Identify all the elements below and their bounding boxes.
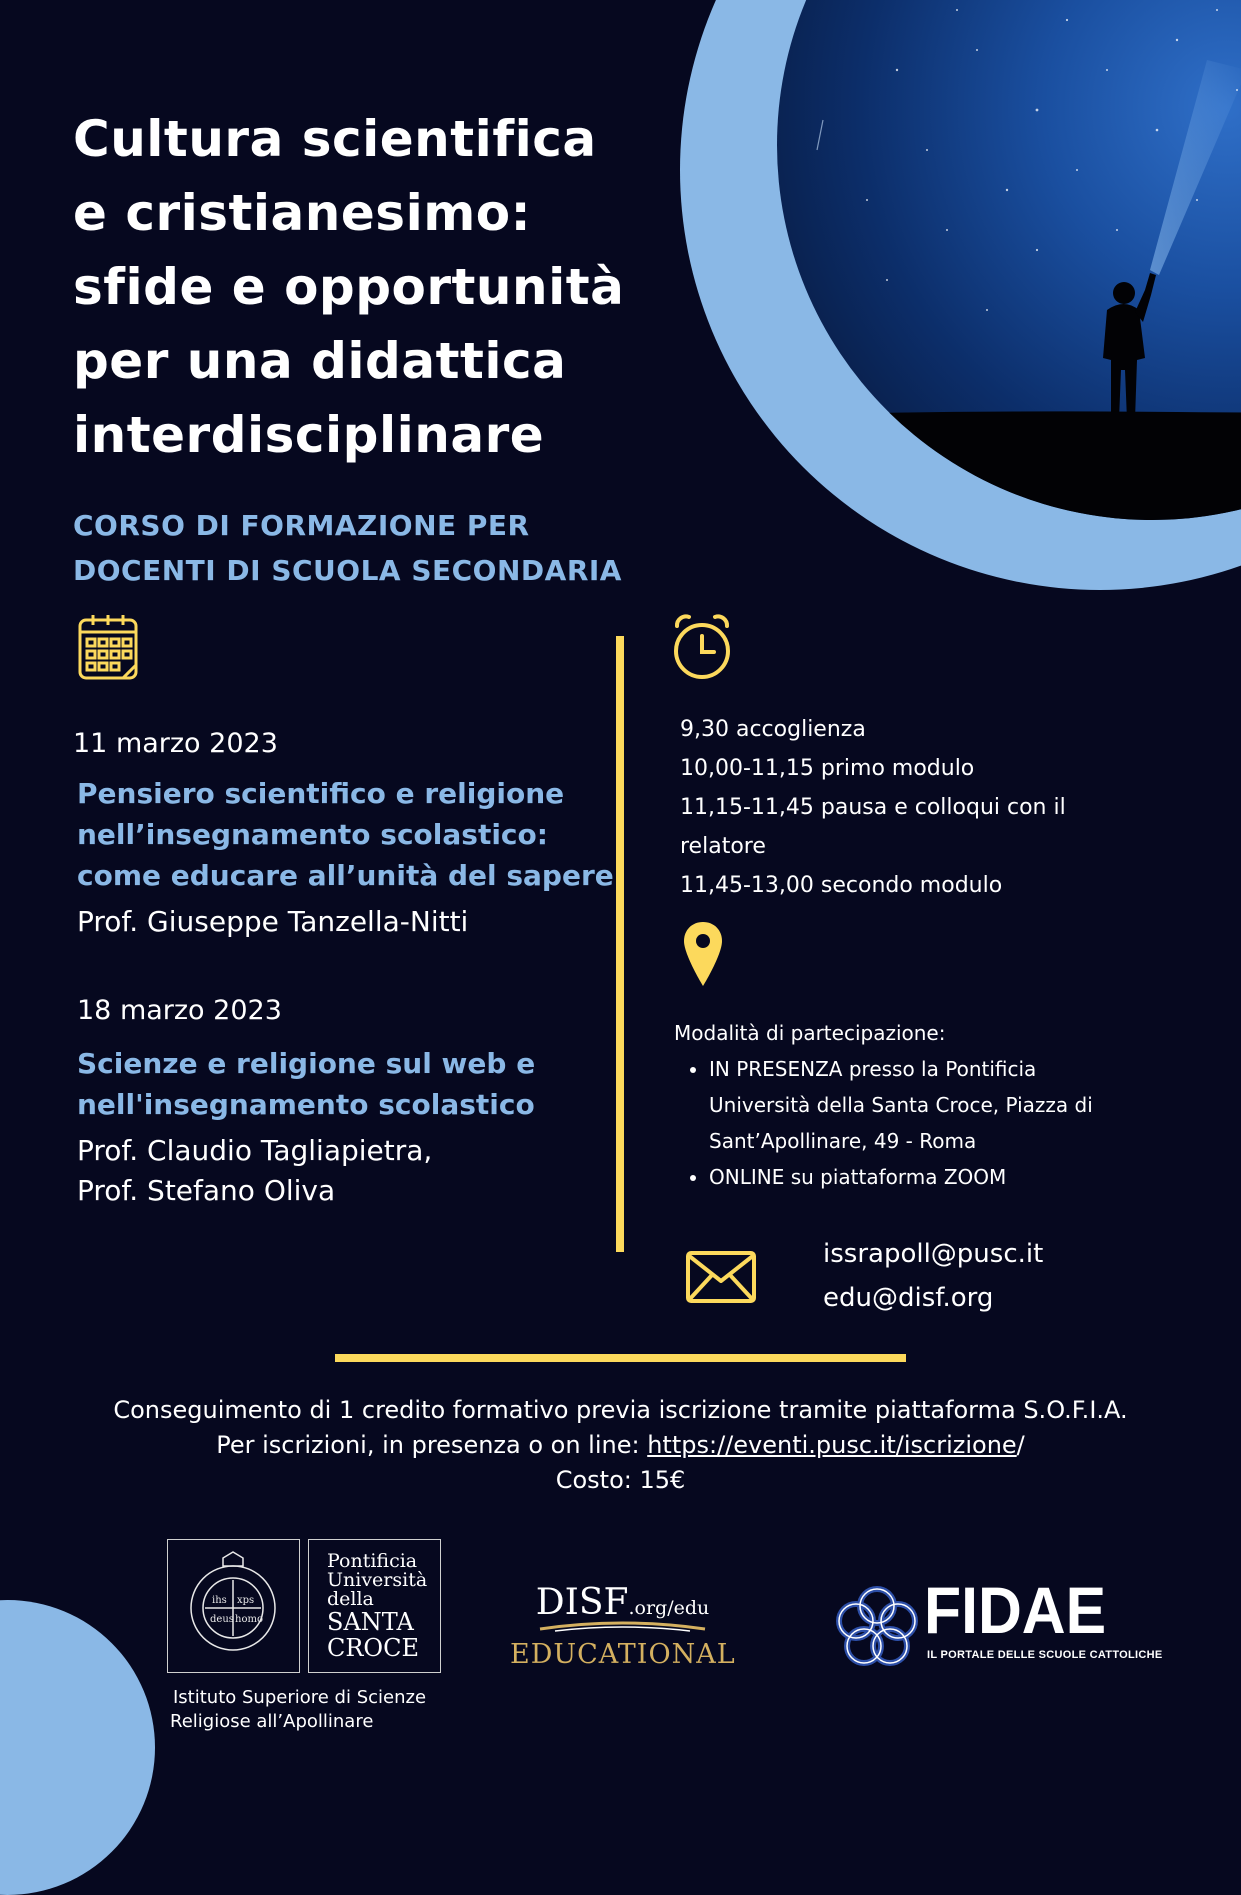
issr-caption [170,1686,426,1734]
pusc-name-line: CROCE [327,1634,419,1662]
schedule-item: 9,30 accoglienza [680,717,866,742]
session-speaker: Prof. Giuseppe Tanzella-Nitti [77,905,469,938]
decorative-corner-circle [0,1600,155,1895]
schedule-item: relatore [680,834,766,859]
session-title-line: nell’insegnamento scolastico: [77,818,548,851]
title-line: sfide e opportunità [73,258,625,316]
session-1-details [77,773,637,942]
pusc-name-line: della [327,1588,374,1610]
subtitle-line: CORSO DI FORMAZIONE PER [73,509,530,542]
disf-logo-suffix: .org/edu [628,1597,710,1619]
session-title [77,773,637,896]
email-link[interactable]: edu@disf.org [823,1283,994,1313]
subtitle-line: DOCENTI DI SCUOLA SECONDARIA [73,554,622,587]
schedule-list [680,710,1120,905]
alarm-clock-icon [671,612,733,686]
session-title-line: Pensiero scientifico e religione [77,777,565,810]
schedule-item: 11,15-11,45 pausa e colloqui con il [680,795,1066,820]
seal-text: deus [210,1614,234,1625]
location-pin-icon [682,920,724,992]
fidae-logo-word: FIDAE [924,1573,1107,1647]
disf-logo-word [510,1582,735,1623]
registration-info [0,1393,1241,1498]
envelope-icon [686,1251,756,1307]
fidae-knot-icon [834,1584,920,1674]
horizontal-divider [335,1354,906,1362]
registration-line [0,1428,1241,1463]
title-line: Cultura scientifica [73,110,597,168]
issr-caption-line: Religiose all’Apollinare [170,1711,374,1732]
registration-link-suffix: / [1016,1431,1025,1459]
session-title [77,1043,637,1125]
calendar-icon [77,612,141,686]
title-line: interdisciplinare [73,406,545,464]
page-title [73,102,693,472]
title-line: per una didattica [73,332,567,390]
pusc-name-line: Pontificia [327,1550,418,1572]
session-speakers [77,1131,637,1211]
session-2 [77,995,637,1026]
session-date: 11 marzo 2023 [73,728,278,759]
title-line: e cristianesimo: [73,184,532,242]
disf-logo [510,1582,735,1670]
session-title-line: Scienze e religione sul web e [77,1047,536,1080]
disf-logo-main: DISF [535,1582,629,1623]
disf-logo-sub: EDUCATIONAL [510,1639,736,1670]
pusc-name [327,1552,437,1661]
participation-option [709,1159,1134,1195]
seal-text: ihs [212,1595,227,1606]
schedule-item: 10,00-11,15 primo modulo [680,756,975,781]
session-date: 18 marzo 2023 [77,995,282,1026]
option-line: IN PRESENZA presso la Pontificia [709,1057,1037,1081]
participation-list [674,1051,1134,1195]
seal-text: homo [235,1614,263,1625]
registration-link[interactable]: https://eventi.pusc.it/iscrizione [647,1431,1017,1459]
option-line: Università della Santa Croce, Piazza di [709,1093,1093,1117]
option-line: ONLINE su piattaforma ZOOM [709,1165,1007,1189]
session-1 [73,728,633,759]
session-speaker: Prof. Stefano Oliva [77,1174,336,1207]
session-2-details [77,1043,637,1211]
credit-info: Conseguimento di 1 credito formativo previa iscrizione tramite piattaforma S.O.F.I.A. [113,1396,1128,1424]
participation-heading: Modalità di partecipazione: [674,1021,946,1045]
session-title-line: nell'insegnamento scolastico [77,1088,535,1121]
seal-text: xps [237,1595,255,1606]
vertical-divider [616,636,624,1252]
option-line: Sant’Apollinare, 49 - Roma [709,1129,977,1153]
session-speaker: Prof. Claudio Tagliapietra, [77,1134,433,1167]
schedule-item: 11,45-13,00 secondo modulo [680,873,1003,898]
pusc-name-line: Università [327,1569,428,1591]
course-subtitle [73,503,773,593]
fidae-logo-sub: IL PORTALE DELLE SCUOLE CATTOLICHE [927,1649,1163,1661]
issr-caption-line: Istituto Superiore di Scienze [173,1687,427,1708]
pusc-name-line: SANTA [327,1608,414,1636]
contact-emails [823,1232,1043,1320]
pusc-seal-logo [167,1539,300,1673]
cost-info: Costo: 15€ [555,1466,686,1494]
email-link[interactable]: issrapoll@pusc.it [823,1239,1044,1269]
participation-option [709,1051,1134,1159]
participation-section [674,1015,1134,1195]
session-title-line: come educare all’unità del sapere [77,859,614,892]
registration-label: Per iscrizioni, in presenza o on line: [216,1431,648,1459]
